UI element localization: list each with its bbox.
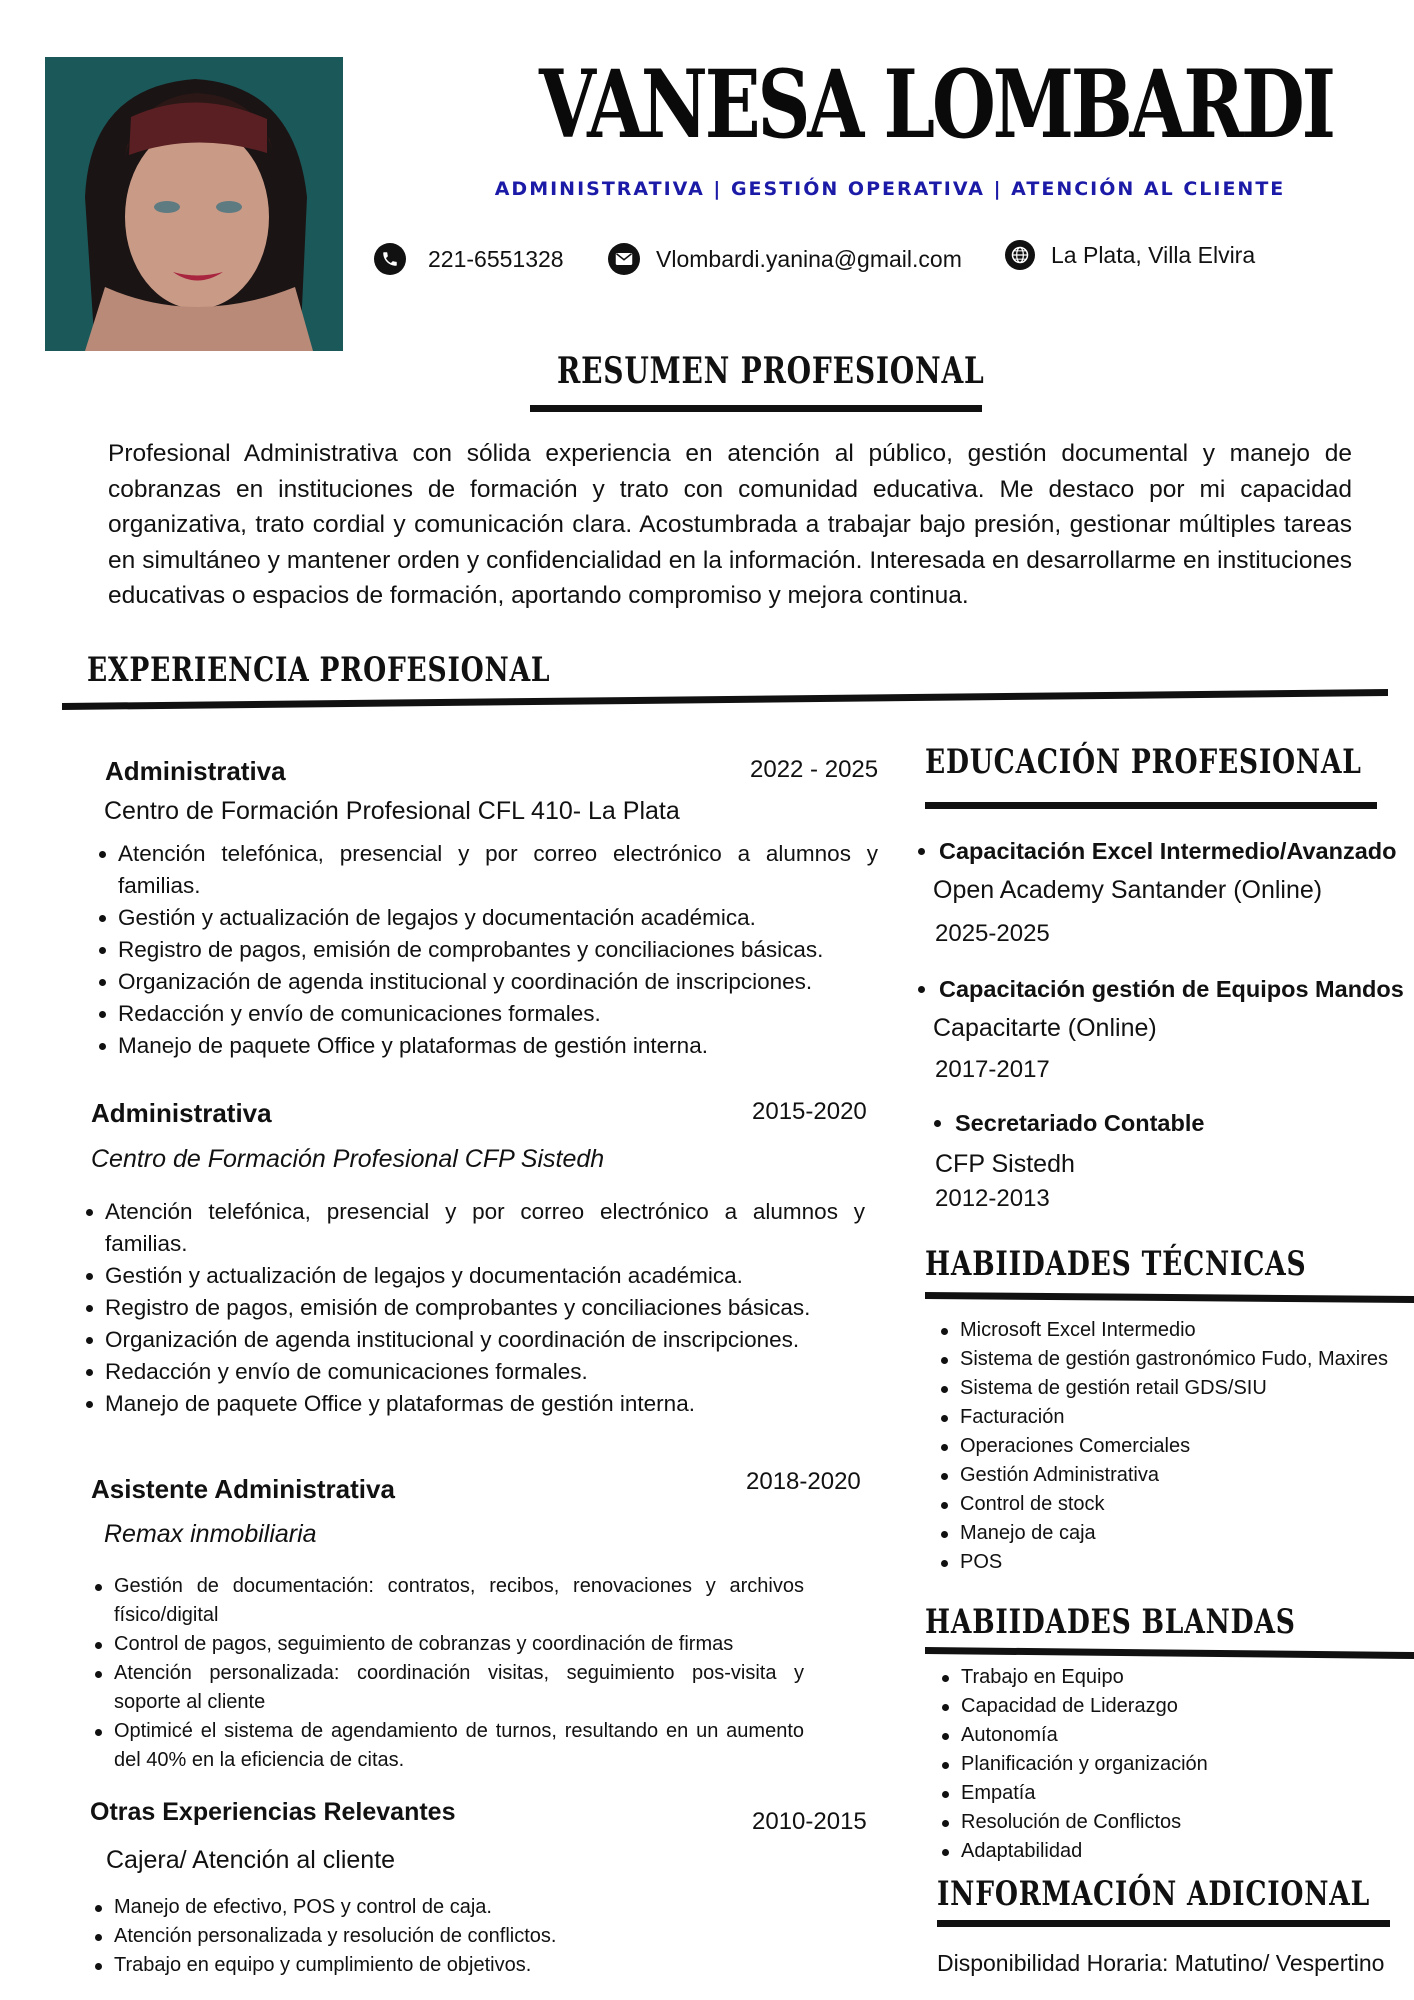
job-years: 2022 - 2025 — [750, 756, 879, 783]
job-years: 2018-2020 — [746, 1468, 861, 1495]
job-title: Administrativa — [105, 756, 286, 786]
list-item: Redacción y envío de comunicaciones formales. — [83, 1356, 865, 1388]
location-text: La Plata, Villa Elvira — [1051, 241, 1256, 268]
list-item: Gestión de documentación: contratos, recibos, renovaciones y archivos físico/digital — [92, 1572, 804, 1630]
job-title: Otras Experiencias Relevantes — [90, 1798, 456, 1826]
profile-photo — [45, 57, 343, 351]
education-item-title — [918, 838, 1397, 865]
soft-skills-list — [939, 1663, 1399, 1866]
education-institution: Capacitarte (Online) — [933, 1014, 1157, 1042]
list-item: Trabajo en Equipo — [939, 1663, 1399, 1692]
list-item: Resolución de Conflictos — [939, 1808, 1399, 1837]
list-item: Sistema de gestión gastronómico Fudo, Maxires — [938, 1345, 1414, 1374]
education-divider — [925, 802, 1377, 809]
list-item: Capacidad de Liderazgo — [939, 1692, 1399, 1721]
job-title: Asistente Administrativa — [91, 1474, 395, 1504]
summary-divider — [530, 405, 982, 412]
list-item: Control de pagos, seguimiento de cobranzas y coordinación de firmas — [92, 1630, 804, 1659]
list-item: Atención personalizada y resolución de conflictos. — [92, 1922, 804, 1951]
list-item: Atención telefónica, presencial y por correo electrónico a alumnos y familias. — [83, 1196, 865, 1260]
education-item-title — [934, 1110, 1204, 1137]
list-item: Empatía — [939, 1779, 1399, 1808]
summary-heading: RESUMEN PROFESIONAL — [557, 350, 985, 392]
list-item: Manejo de paquete Office y plataformas de gestión interna. — [96, 1030, 878, 1062]
globe-icon — [1005, 240, 1035, 270]
list-item: Organización de agenda institucional y coordinación de inscripciones. — [96, 966, 878, 998]
job-bullets — [92, 1893, 804, 1980]
job-bullets — [92, 1572, 804, 1775]
education-years: 2017-2017 — [935, 1056, 1050, 1083]
education-institution: Open Academy Santander (Online) — [933, 876, 1323, 904]
list-item: Facturación — [938, 1403, 1414, 1432]
job-org: Centro de Formación Profesional CFP Sistedh — [91, 1145, 605, 1173]
list-item: Manejo de efectivo, POS y control de caja. — [92, 1893, 804, 1922]
list-item: Manejo de paquete Office y plataformas de gestión interna. — [83, 1388, 865, 1420]
bullet-dot — [918, 848, 925, 855]
job-title: Administrativa — [91, 1098, 272, 1128]
list-item: Gestión Administrativa — [938, 1461, 1414, 1490]
additional-info-text: Disponibilidad Horaria: Matutino/ Vespertino — [937, 1950, 1385, 1976]
list-item: Optimicé el sistema de agendamiento de turnos, resultando en un aumento del 40% en la eficiencia de citas. — [92, 1717, 804, 1775]
technical-skills-divider — [925, 1290, 1414, 1306]
list-item: Atención personalizada: coordinación visitas, seguimiento pos-visita y soporte al cliente — [92, 1659, 804, 1717]
job-years: 2015-2020 — [752, 1098, 867, 1125]
candidate-roles: ADMINISTRATIVA | GESTIÓN OPERATIVA | ATENCIÓN AL CLIENTE — [494, 178, 1286, 200]
list-item: Manejo de caja — [938, 1519, 1414, 1548]
technical-skills-list — [938, 1316, 1414, 1577]
job-years: 2010-2015 — [752, 1808, 867, 1835]
list-item: Operaciones Comerciales — [938, 1432, 1414, 1461]
bullet-dot — [918, 986, 925, 993]
summary-text: Profesional Administrativa con sólida experiencia en atención al público, gestión documental y manejo de cobranzas en instituciones de formación y trato con comunidad educativa. Me destaco por mi capacidad organizativa, trato cordial y comunicación clara. Acostumbrada a trabajar bajo presión, gestionar múltiples tareas en simultáneo y mantener orden y confidencialidad en la información. Interesada en desarrollarme en instituciones educativas o espacios de formación, aportando compromiso y mejora continua. — [108, 440, 1352, 609]
contact-location — [1005, 240, 1255, 270]
experience-heading: EXPERIENCIA PROFESIONAL — [87, 650, 551, 690]
email-text[interactable]: Vlombardi.yanina@gmail.com — [656, 245, 962, 272]
list-item: POS — [938, 1548, 1414, 1577]
phone-icon — [374, 243, 406, 275]
envelope-icon — [608, 243, 640, 275]
education-title-text: Secretariado Contable — [955, 1110, 1205, 1136]
experience-divider — [62, 686, 1388, 712]
list-item: Gestión y actualización de legajos y documentación académica. — [96, 902, 878, 934]
list-item: Trabajo en equipo y cumplimiento de objetivos. — [92, 1951, 804, 1980]
list-item: Organización de agenda institucional y coordinación de inscripciones. — [83, 1324, 865, 1356]
education-title-text: Capacitación gestión de Equipos Mandos — [939, 976, 1404, 1002]
soft-skills-divider — [925, 1646, 1414, 1662]
list-item: Sistema de gestión retail GDS/SIU — [938, 1374, 1414, 1403]
list-item: Redacción y envío de comunicaciones formales. — [96, 998, 878, 1030]
list-item: Adaptabilidad — [939, 1837, 1399, 1866]
job-bullets — [83, 1196, 865, 1420]
list-item: Registro de pagos, emisión de comprobantes y conciliaciones básicas. — [83, 1292, 865, 1324]
job-org: Cajera/ Atención al cliente — [106, 1846, 396, 1874]
contact-email — [608, 243, 962, 275]
list-item: Gestión y actualización de legajos y documentación académica. — [83, 1260, 865, 1292]
list-item: Control de stock — [938, 1490, 1414, 1519]
job-org: Centro de Formación Profesional CFL 410- La Plata — [104, 797, 680, 825]
contact-phone — [374, 243, 564, 275]
education-years: 2012-2013 — [935, 1185, 1050, 1212]
technical-skills-heading: HABIIDADES TÉCNICAS — [925, 1244, 1307, 1284]
list-item: Autonomía — [939, 1721, 1399, 1750]
education-heading: EDUCACIÓN PROFESIONAL — [925, 742, 1362, 782]
additional-info-heading: INFORMACIÓN ADICIONAL — [937, 1874, 1371, 1914]
candidate-name: VANESA LOMBARDI — [539, 50, 1333, 160]
education-item-title — [918, 976, 1404, 1003]
job-org: Remax inmobiliaria — [104, 1520, 317, 1548]
education-years: 2025-2025 — [935, 920, 1050, 947]
soft-skills-heading: HABIIDADES BLANDAS — [925, 1602, 1296, 1642]
education-institution: CFP Sistedh — [935, 1150, 1075, 1178]
bullet-dot — [934, 1120, 941, 1127]
list-item: Registro de pagos, emisión de comprobantes y conciliaciones básicas. — [96, 934, 878, 966]
education-title-text: Capacitación Excel Intermedio/Avanzado — [939, 838, 1397, 864]
list-item: Planificación y organización — [939, 1750, 1399, 1779]
additional-info-divider — [937, 1920, 1390, 1927]
job-bullets — [96, 838, 878, 1062]
list-item: Atención telefónica, presencial y por correo electrónico a alumnos y familias. — [96, 838, 878, 902]
phone-text[interactable]: 221-6551328 — [428, 245, 564, 272]
list-item: Microsoft Excel Intermedio — [938, 1316, 1414, 1345]
